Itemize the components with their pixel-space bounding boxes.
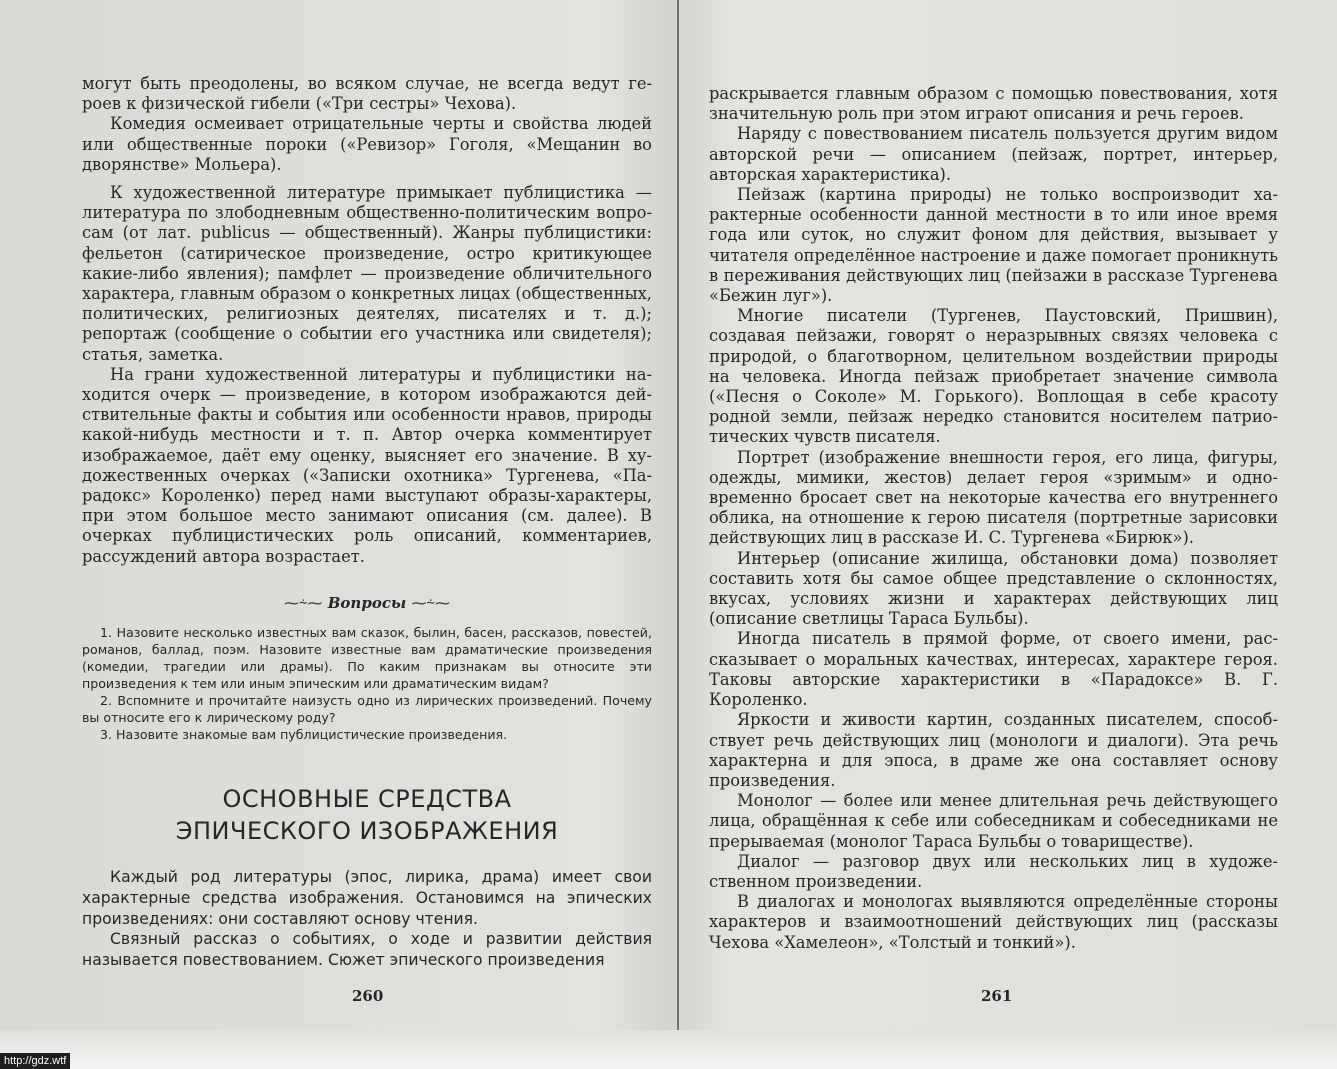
paragraph: Пейзаж (картина природы) не только воспроизводит характерные особенности данной местности в то или иное время года или суток, но служит фоном для действия, вызывает у читателя определённое настроение и даже помогает проникнуть в переживания действующих лиц (пейзажи в рассказе Тургенева «Бежин луг»). [709,185,1278,306]
question-item: 1. Назовите несколько известных вам сказок, былин, басен, рассказов, повестей, романов, баллад, поэм. Назовите известные вам драматические произведения (комедии, трагедии или драмы). По каким признакам вы относите эти произведения к тем или иным эпическим или драматическим видам? [82,625,652,691]
questions-heading [82,593,652,613]
section-title-line: ОСНОВНЫЕ СРЕДСТВА [222,785,512,814]
left-page [82,74,652,970]
section-heading [82,783,652,847]
watermark-link[interactable]: http://gdz.wtf [0,1053,70,1069]
paragraph: Связный рассказ о событиях, о ходе и развитии действия называется повествованием. Сюжет эпического произведения [82,930,652,969]
questions-list [82,625,652,743]
question-item: 3. Назовите знакомые вам публицистические произведения. [100,726,508,742]
paragraph: Монолог — более или менее длительная речь действующего лица, обращённая к себе или собеседникам и собеседниками не прерываемая (монолог Тараса Бульбы о товариществе). [709,791,1278,851]
paragraph: Диалог — разговор двух или нескольких лиц в художественном произведении. [709,851,1278,891]
paragraph: Многие писатели (Тургенев, Паустовский, Пришвин), создавая пейзажи, говорят о неразрывных связях человека с природой, о благотворном, целительном воздействии природы на человека. Иногда пейзаж приобретает значение символа («Песня о Соколе» М. Горького). Воплощая в себе красоту родной земли, пейзаж нередко становится носителем патриотических чувств писателя. [709,306,1278,447]
paragraph: Интерьер (описание жилища, обстановки дома) позволяет составить хотя бы самое общее представление о склонностях, вкусах, условиях жизни и характерах действующих лиц (описание светлицы Тараса Бульбы). [709,548,1278,629]
scan-bottom-margin [0,1030,1337,1069]
paragraph: Иногда писатель в прямой форме, от своего имени, рассказывает о моральных качествах, интересах, характере героя. Таковы авторские характеристики в «Парадоксе» В. Г. Короленко. [709,629,1278,710]
paragraph: В диалогах и монологах выявляются определённые стороны характеров и взаимоотношений действующих лиц (рассказы Чехова «Хамелеон», «Толстый и тонкий»). [709,892,1278,952]
right-page [709,84,1278,953]
paragraph: Каждый род литературы (эпос, лирика, драма) имеет свои характерные средства изображения. Остановимся на эпических произведениях: они составляют основу чтения. [82,868,652,928]
page-gutter [677,0,679,1069]
paragraph: Наряду с повествованием писатель пользуется другим видом авторской речи — описанием (пейзаж, портрет, интерьер, авторская характеристика). [709,124,1278,184]
paragraph: Портрет (изображение внешности героя, его лица, фигуры, одежды, мимики, жестов) делает героя «зримым» и одновременно бросает свет на некоторые качества его внутреннего облика, на отношение к герою писателя (портретные зарисовки действующих лиц в рассказе И. С. Тургенева «Бирюк»). [709,447,1278,548]
ornament-left-icon: ⁓⸞⁓ [283,593,323,612]
page-number-left: 260 [352,987,384,1005]
paragraph: Комедия осмеивает отрицательные черты и свойства людей или общественные пороки («Ревизор» Гоголя, «Мещанин во дворянстве» Мольера). [82,114,652,174]
paragraph: На грани художественной литературы и публицистики находится очерк — произведение, в котором изображаются действительные факты и события или особенности нравов, природы какой-нибудь местности и т. п. Автор очерка комментирует изображаемое, даёт ему оценку, выясняет его значение. В художественных очерках («Записки охотника» Тургенева, «Парадокс» Короленко) перед нами выступают образы-характеры, при этом большое место занимают описания (см. далее). В очерках публицистических роль описаний, комментариев, рассуждений автора возрастает. [82,364,652,566]
section-body [82,867,652,970]
ornament-right-icon: ⁓⸞⁓ [411,593,451,612]
page-number-right: 261 [981,987,1013,1005]
paragraph: К художественной литературе примыкает публицистика — литература по злободневным общественно-политическим вопросам (от лат. publicus — общественный). Жанры публицистики: фельетон (сатирическое произведение, остро критикующее какие-либо явления); памфлет — произведение обличительного характера, главным образом о конкретных лицах (общественных, политических, религиозных деятелях, писателях и т. д.); репортаж (сообщение о событии его участника или свидетеля); статья, заметка. [82,183,652,364]
paragraph: раскрывается главным образом с помощью повествования, хотя значительную роль при этом играют описания и речь героев. [709,84,1278,124]
paragraph: могут быть преодолены, во всяком случае, не всегда ведут героев к физической гибели («Три сестры» Чехова). [82,74,652,114]
section-title-line: ЭПИЧЕСКОГО ИЗОБРАЖЕНИЯ [175,817,559,846]
paragraph: Яркости и живости картин, созданных писателем, способствует речь действующих лиц (монологи и диалоги). Эта речь характерна и для эпоса, в драме же она составляет основу произведения. [709,710,1278,790]
questions-title: Вопросы [327,593,407,612]
question-item: 2. Вспомните и прочитайте наизусть одно из лирических произведений. Почему вы относите его к лирическому роду? [82,692,652,725]
